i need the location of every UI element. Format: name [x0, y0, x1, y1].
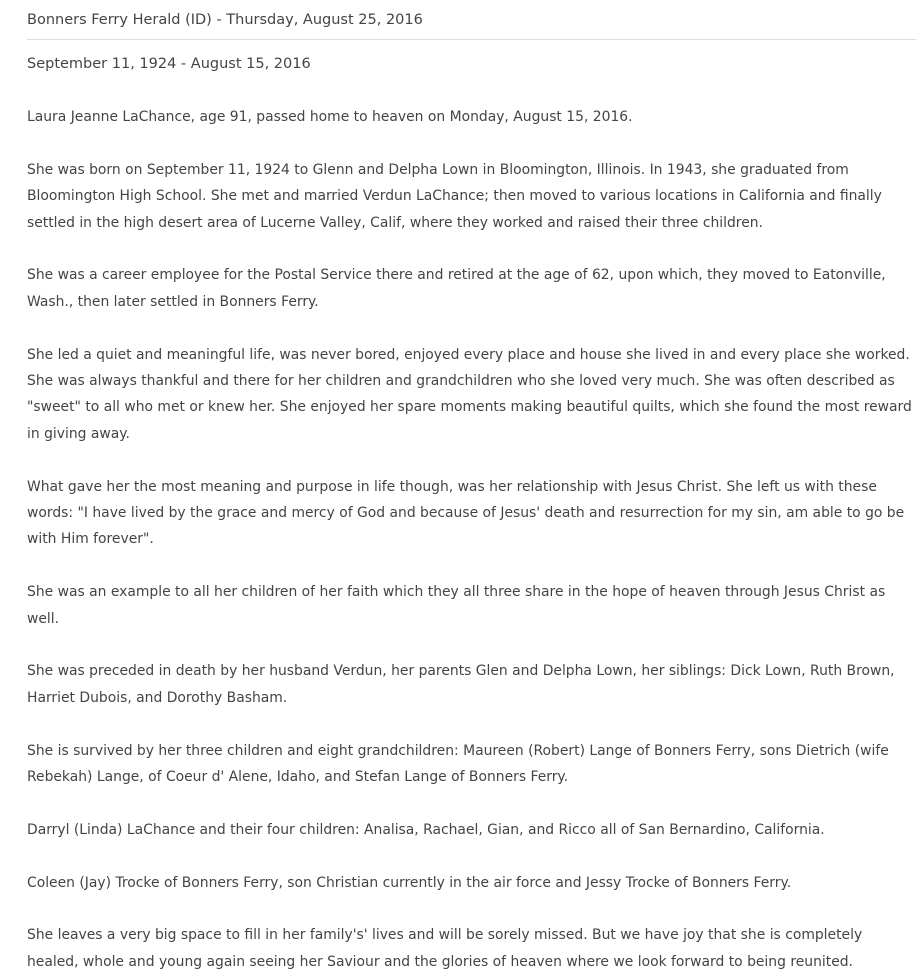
obituary-paragraph: She was born on September 11, 1924 to Glenn and Delpha Lown in Bloomington, Illinois. In 1943, she graduated from Bloomington High School. She met and married Verdun LaChance; then moved to various locations in California and finally settled in the high desert area of Lucerne Valley, Calif, where they worked and raised their three children.: [27, 161, 882, 231]
obituary-paragraph: She was preceded in death by her husband Verdun, her parents Glen and Delpha Lown, her siblings: Dick Lown, Ruth Brown, Harriet Dubois, and Dorothy Basham.: [27, 663, 895, 706]
obituary-paragraph: She leaves a very big space to fill in her family's' lives and will be sorely missed. But we have joy that she is completely healed, whole and young again seeing her Saviour and the glories of heaven where we look forward to being reunited.: [27, 927, 863, 970]
obituary-paragraph: She is survived by her three children and eight grandchildren: Maureen (Robert) Lange of Bonners Ferry, sons Dietrich (wife Rebekah) Lange, of Coeur d' Alene, Idaho, and Stefan Lange of Bonners Ferry.: [27, 742, 889, 786]
obituary-paragraph: She led a quiet and meaningful life, was never bored, enjoyed every place and house she lived in and every place she worked. She was always thankful and there for her children and grandchildren who she loved very much. She was often described as "sweet" to all who met or knew her. She enjoyed her spare moments making beautiful quilts, which she found the most reward in giving away.: [27, 346, 912, 442]
life-dates: September 11, 1924 - August 15, 2016: [27, 56, 311, 72]
obituary-paragraph: Laura Jeanne LaChance, age 91, passed home to heaven on Monday, August 15, 2016.: [27, 109, 633, 125]
obituary-paragraph: What gave her the most meaning and purpose in life though, was her relationship with Jesus Christ. She left us with these words: "I have lived by the grace and mercy of God and because of Jesus' death and resurrection for my sin, am able to go be with Him forever".: [27, 478, 905, 548]
header-divider: [27, 39, 916, 40]
obituary-paragraph: She was an example to all her children of her faith which they all three share in the hope of heaven through Jesus Christ as well.: [27, 584, 886, 627]
obituary-paragraph: She was a career employee for the Postal Service there and retired at the age of 62, upon which, they moved to Eatonville, Wash., then later settled in Bonners Ferry.: [27, 267, 886, 310]
obituary-body: [27, 104, 916, 975]
publication-source-line: Bonners Ferry Herald (ID) - Thursday, August 25, 2016: [27, 12, 423, 28]
obituary-paragraph: Coleen (Jay) Trocke of Bonners Ferry, son Christian currently in the air force and Jessy Trocke of Bonners Ferry.: [27, 874, 792, 891]
obituary-paragraph: Darryl (Linda) LaChance and their four children: Analisa, Rachael, Gian, and Ricco all of San Bernardino, California.: [27, 821, 825, 838]
